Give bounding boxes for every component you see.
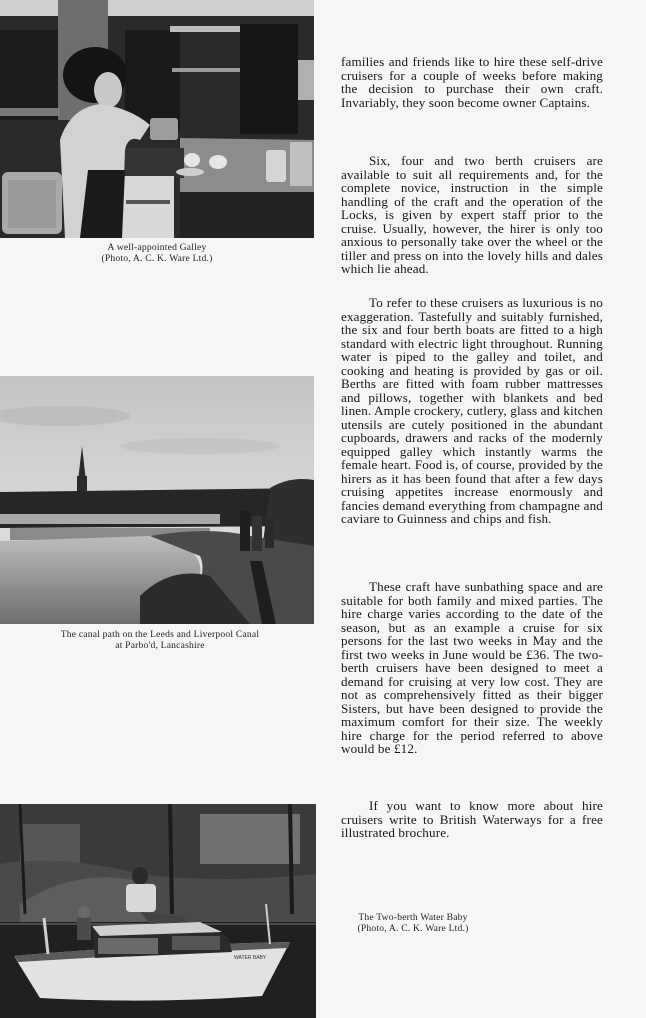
caption-credit: (Photo, A. C. K. Ware Ltd.): [357, 922, 469, 934]
article-paragraph-1: families and friends like to hire these self-drive cruisers for a couple of weeks before making the decision to purchase their own craft. Invariably, they soon become owner Captains.: [341, 54, 603, 110]
article-column: [341, 154, 603, 276]
caption-credit: (Photo, A. C. K. Ware Ltd.): [101, 252, 213, 264]
article-column: [341, 55, 603, 109]
water-baby-photo: [0, 804, 316, 1018]
water-baby-photo-caption: [330, 913, 496, 934]
article-paragraph-5: If you want to know more about hire cruisers write to British Waterways for a free illustrated brochure.: [341, 798, 603, 840]
caption-title: A well-appointed Galley: [107, 242, 207, 253]
article-paragraph-4: These craft have sunbathing space and are suitable for both family and mixed parties. The hire charge varies according to the date of the season, but as an example a cruise for six persons for the last two weeks in May and the first two weeks in June would be £36. The two-berth cruisers have been designed to meet a demand for cruising at very low cost. They are not as comprehensively fitted as their bigger Sisters, but have been designed to provide the maximum comfort for their size. The weekly hire charge for the period referred to above would be £12.: [341, 579, 603, 756]
galley-photo: [0, 0, 314, 238]
article-paragraph-3: To refer to these cruisers as luxurious is no exaggeration. Tastefully and suitably furnished, the six and four berth boats are fitted to a high standard with electric light throughout. Running water is piped to the galley and toilet, and cooking and heating is provided by gas or oil. Berths are fitted with foam rubber mattresses and pillows, together with blankets and bed linen. Ample crockery, cutlery, glass and kitchen utensils are cutely positioned in the abundant cupboards, drawers and racks of the modernly equipped galley which instantly warms the female heart. Food is, of course, provided by the hirers as it has been found that after a few days cruising appetites increase enormously and fancies demand everything from champagne and caviare to Guinness and chips and fish.: [341, 295, 603, 526]
caption-location: at Parbo'd, Lancashire: [115, 639, 205, 651]
caption-title: The canal path on the Leeds and Liverpool Canal: [60, 629, 260, 640]
boat-name-label: WATER BABY: [234, 955, 267, 961]
canal-photo: [0, 376, 314, 624]
article-column: [341, 580, 603, 756]
article-column: [341, 799, 603, 840]
article-paragraph-2: Six, four and two berth cruisers are available to suit all requirements and, for the complete novice, instruction in the simple handling of the craft and the operation of the Locks, is given by expert staff prior to the cruise. Usually, however, the hirer is only too anxious to personally take over the wheel or the tiller and press on into the lovely hills and dales which lie ahead.: [341, 153, 603, 276]
galley-photo-caption: [0, 243, 314, 264]
caption-title: The Two-berth Water Baby: [358, 912, 468, 923]
article-column: [341, 296, 603, 526]
canal-photo-caption: [0, 630, 320, 651]
